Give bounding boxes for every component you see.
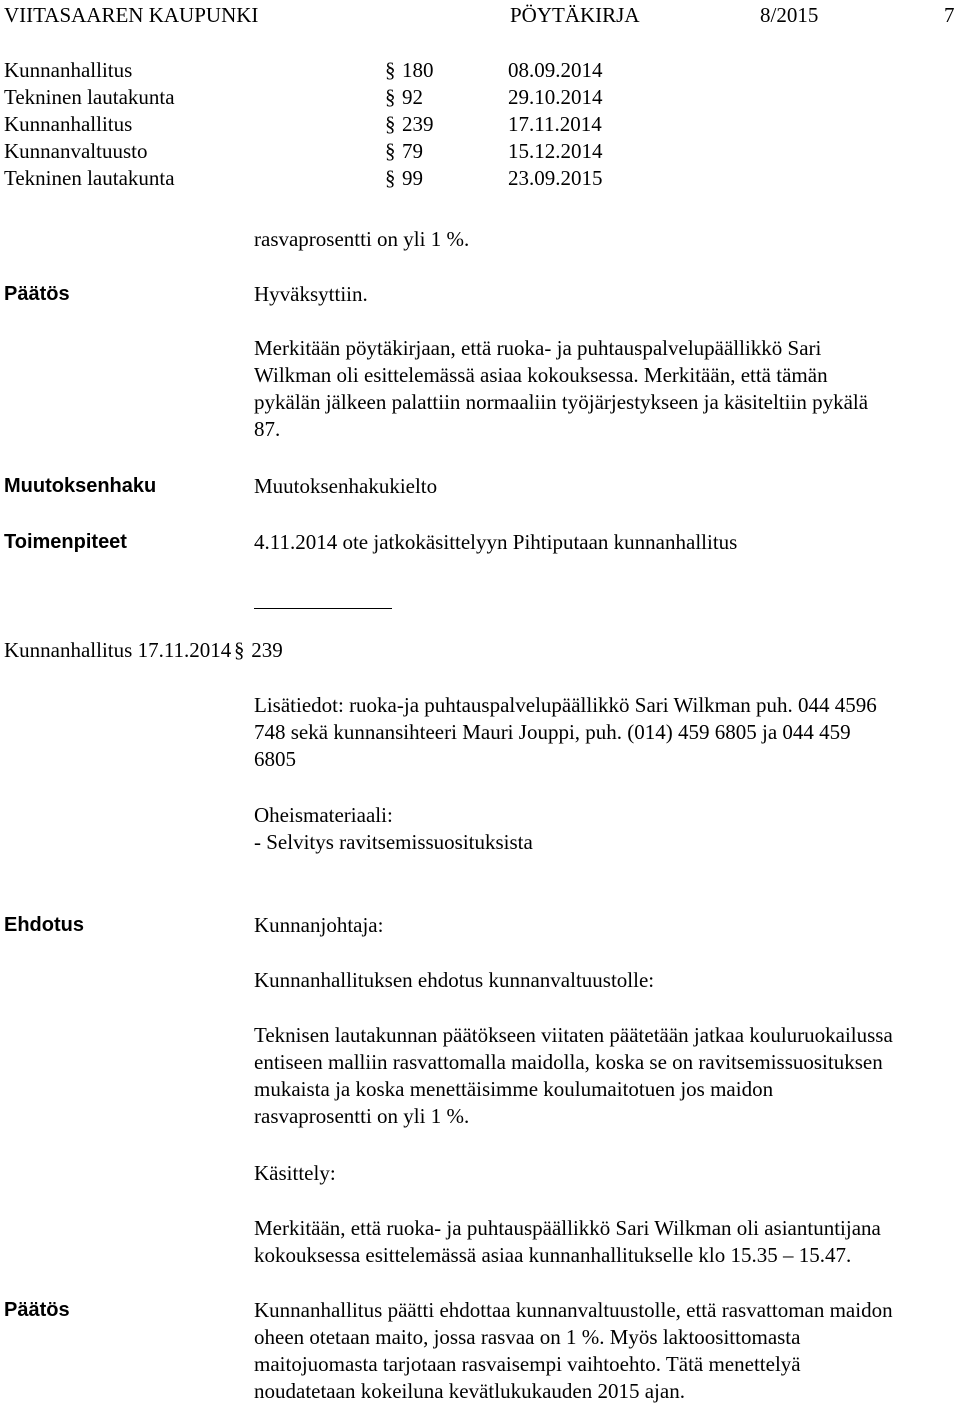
note-line: Merkitään pöytäkirjaan, että ruoka- ja puhtauspalvelupäällikkö Sari (254, 336, 822, 360)
proposal-line: Teknisen lautakunnan päätökseen viitaten päätetään jatkaa kouluruokailussa (254, 1023, 893, 1047)
section-sign-icon (384, 59, 398, 81)
handling-text (254, 1215, 960, 1269)
section-sign-icon (384, 113, 398, 135)
section-sign-icon (384, 86, 398, 108)
proposal-line: mukaista ja koska menettäisimme koulumaitotuen jos maidon (254, 1077, 774, 1101)
decision-text: Hyväksyttiin. (254, 282, 368, 306)
actions-label: Toimenpiteet (4, 531, 127, 553)
decision-line: maitojuomasta tarjotaan rasvaisempi vaihtoehto. Tätä menettelyä (254, 1352, 801, 1376)
history-body: Kunnanvaltuusto (4, 139, 148, 163)
appeal-text: Muutoksenhakukielto (254, 474, 438, 498)
final-decision-text (254, 1297, 960, 1405)
contact-info (254, 692, 960, 773)
note-line: pykälän jälkeen palattiin normaaliin työjärjestykseen ja käsiteltiin pykälä (254, 390, 869, 414)
history-row (0, 111, 960, 138)
document-type: PÖYTÄKIRJA (510, 3, 640, 27)
decision-label: Päätös (4, 283, 70, 305)
section-heading-body: Kunnanhallitus 17.11.2014 (4, 638, 232, 662)
note-line: 87. (254, 417, 281, 441)
history-body: Tekninen lautakunta (4, 85, 175, 109)
section-sign-icon (233, 639, 247, 661)
final-decision-label: Päätös (4, 1299, 70, 1321)
continuation-text: rasvaprosentti on yli 1 %. (254, 227, 470, 251)
info-line: 6805 (254, 747, 296, 771)
history-date: 29.10.2014 (508, 85, 603, 109)
history-date: 08.09.2014 (508, 58, 603, 82)
svg-text:§: § (385, 86, 396, 108)
history-body: Kunnanhallitus (4, 112, 133, 136)
history-section: 239 (402, 112, 434, 136)
history-section: 180 (402, 58, 434, 82)
handling-line: kokouksessa esittelemässä asiaa kunnanhallitukselle klo 15.35 – 15.47. (254, 1243, 852, 1267)
actions-text: 4.11.2014 ote jatkokäsittelyyn Pihtiputaan kunnanhallitus (254, 530, 738, 554)
proposal-intro: Kunnanhallituksen ehdotus kunnanvaltuustolle: (254, 968, 655, 992)
minutes-note (254, 335, 960, 443)
municipality-name: VIITASAAREN KAUPUNKI (4, 3, 259, 27)
history-row (0, 165, 960, 192)
history-section: 79 (402, 139, 423, 163)
decision-line: oheen otetaan maito, jossa rasvaa on 1 %. Myös laktoosittomasta (254, 1325, 801, 1349)
page-number: 7 (944, 3, 955, 27)
decision-line: noudatetaan kokeiluna kevätlukukauden 2015 ajan. (254, 1379, 685, 1403)
history-row (0, 138, 960, 165)
info-line: 748 sekä kunnansihteeri Mauri Jouppi, puh. (014) 459 6805 ja 044 459 (254, 720, 851, 744)
svg-text:§: § (385, 59, 396, 81)
history-date: 23.09.2015 (508, 166, 603, 190)
history-section: 92 (402, 85, 423, 109)
appeal-label: Muutoksenhaku (4, 475, 157, 497)
decision-line: Kunnanhallitus päätti ehdottaa kunnanvaltuustolle, että rasvattoman maidon (254, 1298, 893, 1322)
proposal-label: Ehdotus (4, 914, 84, 936)
svg-text:§: § (234, 639, 245, 661)
info-line: Lisätiedot: ruoka-ja puhtauspalvelupäällikkö Sari Wilkman puh. 044 4596 (254, 693, 877, 717)
history-row (0, 57, 960, 84)
section-sign-icon (384, 140, 398, 162)
svg-text:§: § (385, 113, 396, 135)
history-date: 17.11.2014 (508, 112, 602, 136)
section-sign-icon (384, 167, 398, 189)
svg-text:§: § (385, 140, 396, 162)
proposal-text (254, 1022, 960, 1130)
proposer: Kunnanjohtaja: (254, 913, 384, 937)
document-number: 8/2015 (760, 3, 819, 27)
handling-line: Merkitään, että ruoka- ja puhtauspäällikkö Sari Wilkman oli asiantuntijana (254, 1216, 881, 1240)
section-divider (254, 608, 392, 609)
section-heading (4, 637, 283, 664)
section-heading-number: 239 (251, 638, 283, 662)
svg-text:§: § (385, 167, 396, 189)
attachment-item: - Selvitys ravitsemissuosituksista (254, 830, 533, 854)
history-body: Tekninen lautakunta (4, 166, 175, 190)
history-date: 15.12.2014 (508, 139, 603, 163)
proposal-line: entiseen malliin rasvattomalla maidolla, koska se on ravitsemissuosituksen (254, 1050, 883, 1074)
attachments-title: Oheismateriaali: (254, 803, 393, 827)
handling-title: Käsittely: (254, 1161, 336, 1185)
proposal-line: rasvaprosentti on yli 1 %. (254, 1104, 470, 1128)
attachments (254, 802, 960, 856)
history-section: 99 (402, 166, 423, 190)
history-body: Kunnanhallitus (4, 58, 133, 82)
note-line: Wilkman oli esittelemässä asiaa kokouksessa. Merkitään, että tämän (254, 363, 828, 387)
history-row (0, 84, 960, 111)
